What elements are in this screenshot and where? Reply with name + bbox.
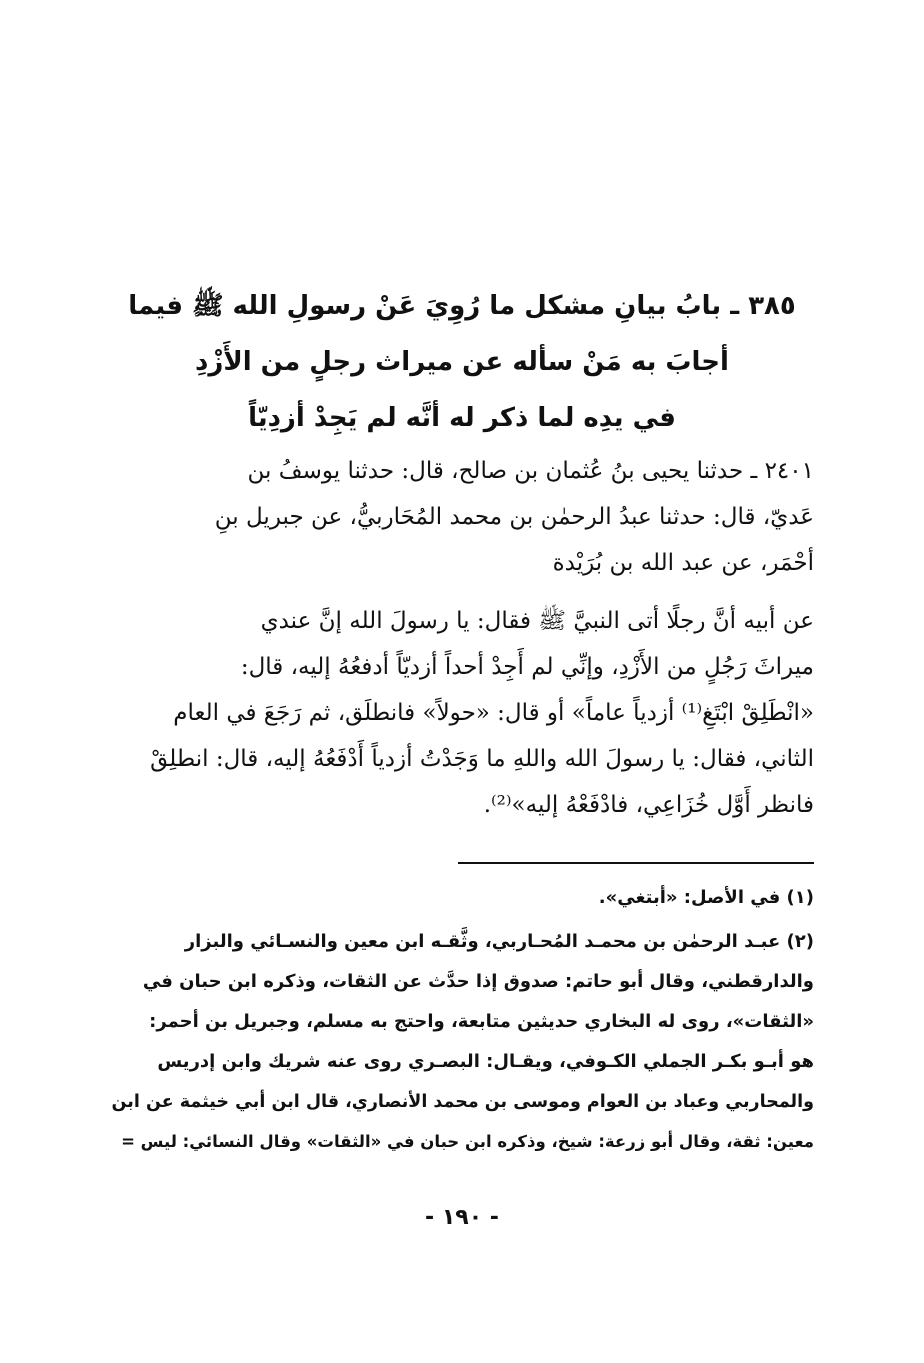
matn-line: الثاني، فقال: يا رسولَ الله واللهِ ما وَجَدْتُ أزدياً أَدْفَعُهُ إليه، قال: انطلِقْ bbox=[150, 746, 814, 772]
footnote-1 bbox=[110, 878, 814, 918]
footnote-line: معين: ثقة، وقال أبو زرعة: شيخ، وذكره ابن حبان في «الثقات» وقال النسائي: ليس = bbox=[121, 1132, 814, 1151]
matn-line: ميراثَ رَجُلٍ من الأَزْدِ، وإنِّي لم أَجِدْ أحداً أزديّاً أدفعُهُ إليه، قال: bbox=[240, 654, 814, 680]
matn-line: فانظر أَوَّل خُزَاعِي، فادْفَعْهُ إليه»⁽²⁾. bbox=[483, 792, 814, 818]
chapter-heading bbox=[110, 278, 814, 446]
isnad-line: ٢٤٠١ ـ حدثنا يحيى بنُ عُثمان بن صالح، قال: حدثنا يوسفُ بن bbox=[247, 458, 814, 484]
matn-line: عن أبيه أنَّ رجلًا أتى النبيَّ ﷺ فقال: يا رسولَ الله إنَّ عندي bbox=[260, 608, 814, 634]
matn-line: «انْطَلِقْ ابْتَغِ⁽¹⁾ أزدياً عاماً» أو قال: «حولاً» فانطلَق، ثم رَجَعَ في العام bbox=[173, 700, 814, 726]
hadith-text bbox=[110, 448, 814, 828]
chapter-heading-line: في يدِه لما ذكر له أنَّه لم يَجِدْ أزدِيّاً bbox=[248, 403, 676, 433]
isnad-line: عَديّ، قال: حدثنا عبدُ الرحمٰن بن محمد المُحَاربيُّ، عن جبريل بنِ bbox=[214, 504, 814, 530]
footnote-2 bbox=[110, 922, 814, 1162]
footnote-line: «الثقات»، روى له البخاري حديثين متابعة، واحتج به مسلم، وجبريل بن أحمر: bbox=[149, 1011, 814, 1032]
hadith-matn bbox=[110, 598, 814, 828]
footnote-line: هو أبـو بكـر الجملي الكـوفي، ويقـال: البصـري روى عنه شريك وابن إدريس bbox=[157, 1051, 814, 1072]
footnote-divider bbox=[458, 862, 814, 864]
chapter-heading-line: ٣٨٥ ـ بابُ بيانِ مشكل ما رُوِيَ عَنْ رسولِ الله ﷺ فيما bbox=[128, 291, 796, 321]
footnote-line: والمحاربي وعباد بن العوام وموسى بن محمد الأنصاري، قال ابن أبي خيثمة عن ابن bbox=[111, 1092, 814, 1112]
footnote-line: (٢) عبـد الرحمٰن بن محمـد المُحـاربي، وثَّقـه ابن معين والنسـائي والبزار bbox=[184, 931, 814, 952]
footnote-line: والدارقطني، وقال أبو حاتم: صدوق إذا حدَّث عن الثقات، وذكره ابن حبان في bbox=[142, 971, 814, 992]
chapter-heading-line: أجابَ به مَنْ سأله عن ميراث رجلٍ من الأَزْدِ bbox=[195, 347, 729, 377]
isnad-line: أحْمَر، عن عبد الله بن بُرَيْدة bbox=[552, 550, 814, 576]
page-number: - ١٩٠ - bbox=[425, 1205, 499, 1230]
hadith-isnad bbox=[110, 448, 814, 586]
footnote-line: (١) في الأصل: «أبتغي». bbox=[598, 887, 814, 908]
footnotes bbox=[110, 878, 814, 1162]
